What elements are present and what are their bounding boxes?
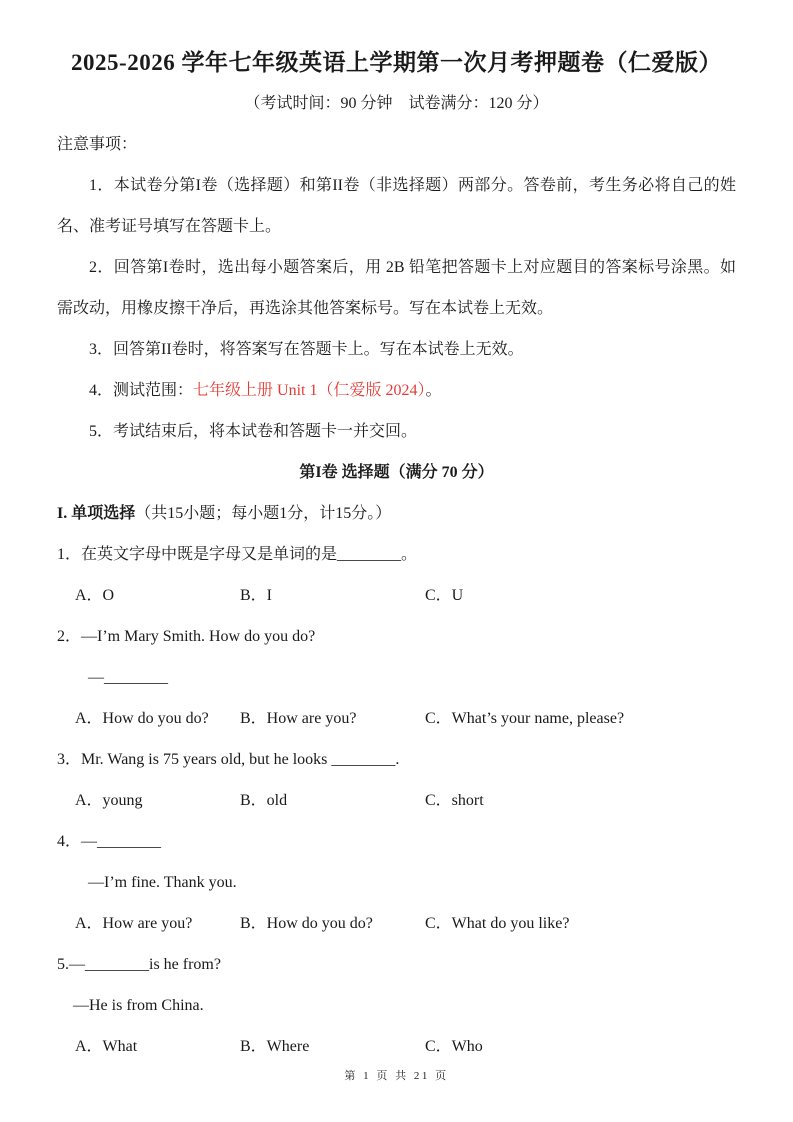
question-2-option-a: A．How do you do? bbox=[75, 710, 209, 727]
notice-item-4-suffix: 。 bbox=[425, 382, 442, 399]
question-4-option-a: A．How are you? bbox=[75, 915, 193, 932]
question-3 bbox=[57, 739, 736, 821]
question-5-options bbox=[57, 1026, 736, 1067]
question-2 bbox=[57, 616, 736, 739]
exam-body bbox=[57, 124, 736, 1067]
notice-item-5: 5．考试结束后，将本试卷和答题卡一并交回。 bbox=[89, 423, 418, 440]
notice-item-3: 3．回答第II卷时，将答案写在答题卡上。写在本试卷上无效。 bbox=[89, 341, 524, 358]
question-3-options bbox=[57, 780, 736, 821]
question-2-option-b: B．How are you? bbox=[240, 710, 357, 727]
question-5-reply: —He is from China. bbox=[73, 997, 204, 1014]
question-4-reply: —I’m fine. Thank you. bbox=[88, 874, 237, 891]
question-1-option-b: B．I bbox=[240, 587, 273, 604]
notice-item-4 bbox=[57, 370, 736, 411]
question-4-options bbox=[57, 903, 736, 944]
question-4-option-b: B．How do you do? bbox=[240, 915, 373, 932]
question-1-options bbox=[57, 575, 736, 616]
question-2-options bbox=[57, 698, 736, 739]
question-5 bbox=[57, 944, 736, 1067]
page-title: 2025-2026 学年七年级英语上学期第一次月考押题卷（仁爱版） bbox=[71, 50, 722, 75]
exam-time-score-subtitle: （考试时间：90 分钟 试卷满分：120 分） bbox=[244, 95, 549, 112]
question-1-option-a: A．O bbox=[75, 587, 115, 604]
question-1-stem: 1．在英文字母中既是字母又是单词的是________。 bbox=[57, 546, 418, 563]
question-3-option-b: B．old bbox=[240, 792, 288, 809]
question-5-option-c: C．Who bbox=[425, 1038, 483, 1055]
question-3-option-c: C．short bbox=[425, 792, 484, 809]
question-1 bbox=[57, 534, 736, 616]
part-1-title bbox=[57, 493, 736, 534]
question-4 bbox=[57, 821, 736, 944]
notice-item-2: 2．回答第I卷时，选出每小题答案后，用 2B 铅笔把答题卡上对应题目的答案标号涂黑。如需改动，用橡皮擦干净后，再选涂其他答案标号。写在本试卷上无效。 bbox=[57, 259, 736, 317]
question-5-option-a: A．What bbox=[75, 1038, 138, 1055]
question-4-stem: 4．—________ bbox=[57, 833, 162, 850]
part-1-title-note: （共15小题；每小题1分，计15分。） bbox=[135, 505, 392, 522]
notice-item-1: 1．本试卷分第I卷（选择题）和第II卷（非选择题）两部分。答卷前，考生务必将自己的姓名、准考证号填写在答题卡上。 bbox=[57, 177, 736, 235]
page-footer: 第 1 页 共 21 页 bbox=[344, 1070, 449, 1082]
notice-heading: 注意事项： bbox=[57, 136, 138, 153]
notice-item-4-prefix: 4．测试范围： bbox=[89, 382, 194, 399]
part-1-title-bold: I. 单项选择 bbox=[57, 505, 136, 522]
question-3-option-a: A．young bbox=[75, 792, 143, 809]
test-scope-highlight: 七年级上册 Unit 1（仁爱版 2024） bbox=[193, 382, 426, 399]
question-1-option-c: C．U bbox=[425, 587, 464, 604]
section-1-heading: 第I卷 选择题（满分 70 分） bbox=[299, 464, 494, 481]
question-5-stem: 5.—________is he from? bbox=[57, 956, 221, 973]
question-5-option-b: B．Where bbox=[240, 1038, 310, 1055]
question-2-stem: 2．—I’m Mary Smith. How do you do? bbox=[57, 628, 316, 645]
question-4-option-c: C．What do you like? bbox=[425, 915, 570, 932]
question-2-option-c: C．What’s your name, please? bbox=[425, 710, 625, 727]
question-2-reply-blank: —________ bbox=[88, 669, 168, 686]
question-3-stem: 3．Mr. Wang is 75 years old, but he looks ________. bbox=[57, 751, 400, 768]
